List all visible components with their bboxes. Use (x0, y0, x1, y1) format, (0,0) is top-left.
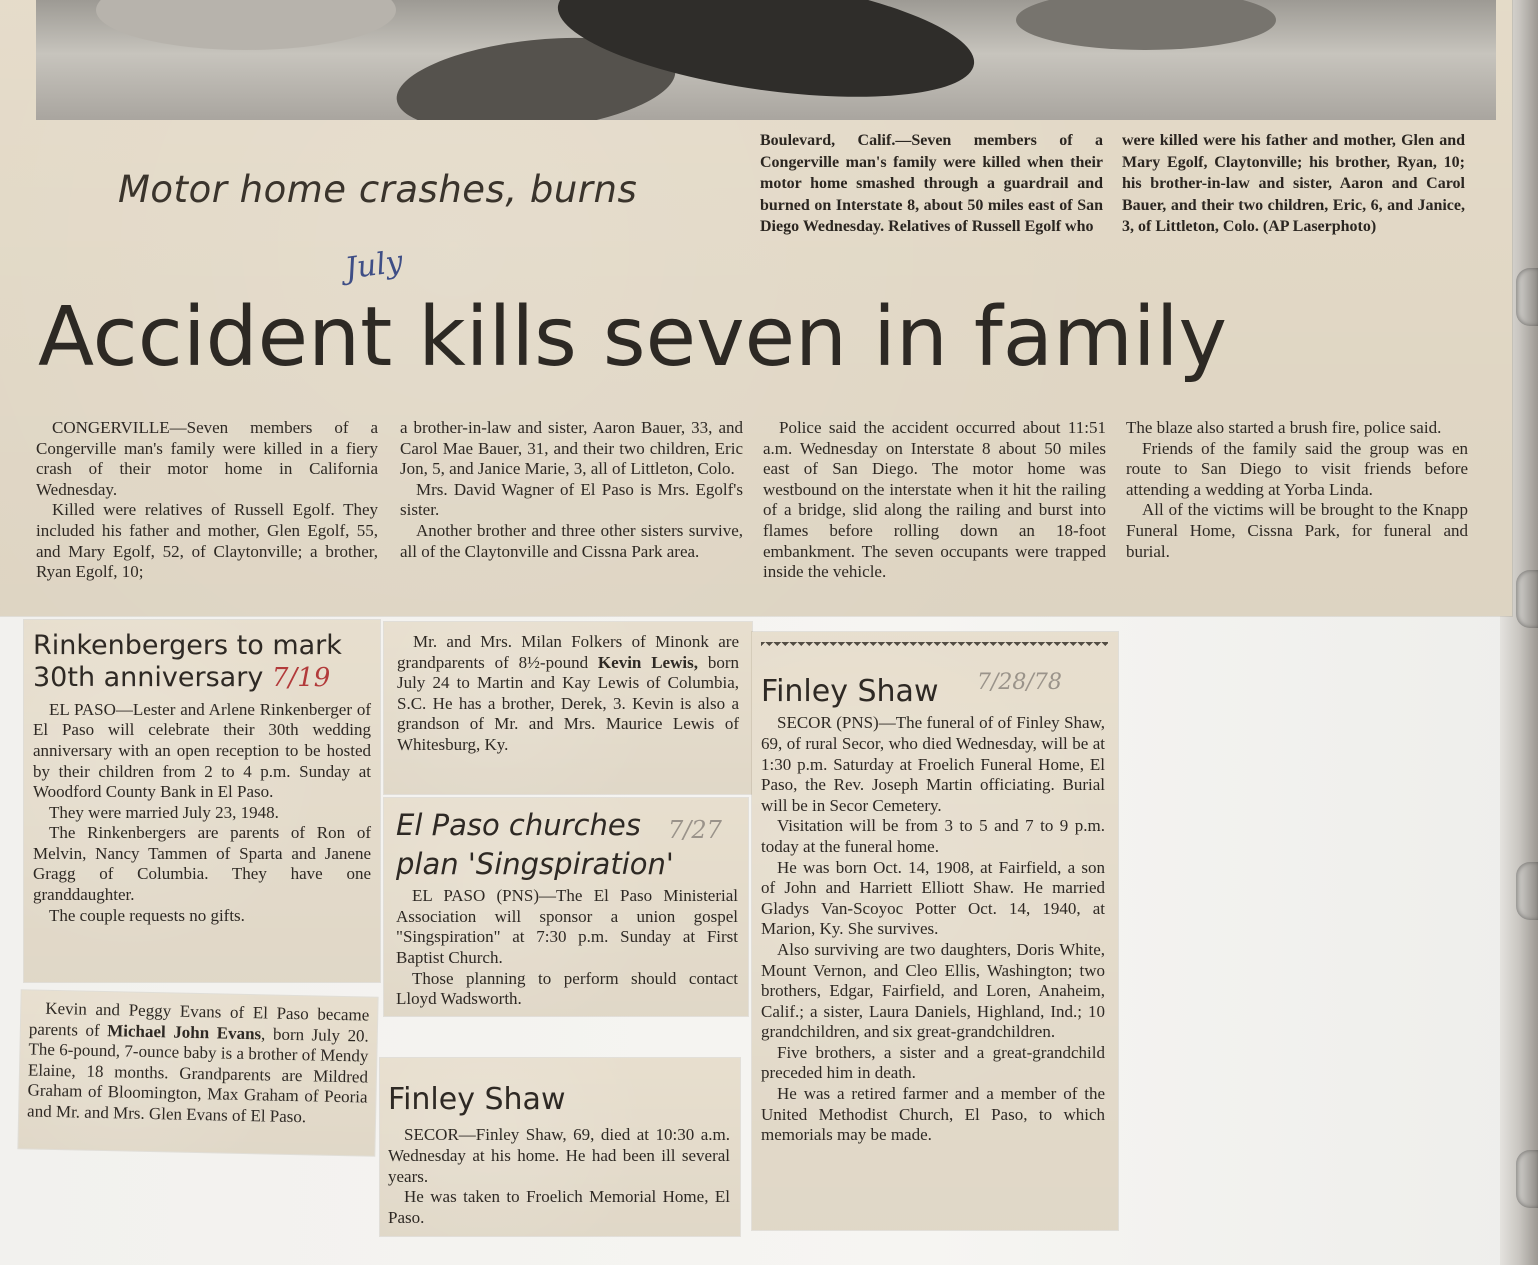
decorative-border (761, 642, 1108, 652)
anniversary-body (33, 700, 371, 927)
birth-announcement-evans (18, 990, 377, 1155)
baby-name: Michael John Evans (107, 1020, 262, 1043)
paragraph: He was taken to Froelich Memorial Home, El Paso. (388, 1187, 730, 1227)
obituary-body (761, 713, 1105, 1145)
handwritten-date: 7/19 (271, 662, 331, 693)
paragraph: He was born Oct. 14, 1908, at Fairfield, a son of John and Harriett Elliott Shaw. He married Gladys Van-Scoyoc Potter Oct. 14, 1940, at Marion, Ky. She survives. (761, 857, 1105, 939)
paragraph: He was a retired farmer and a member of the United Methodist Church, El Paso, to which memorials may be made. (761, 1084, 1105, 1145)
obituary-short-clipping (380, 1058, 740, 1236)
birth-intro: Kevin and Peggy Evans of El Paso became parents of (28, 998, 370, 1040)
paragraph: Another brother and three other sisters survive, all of the Claytonville and Cissna Park area. (400, 520, 743, 561)
anniversary-title: Rinkenbergers to mark 30th anniversary 7/19 (33, 630, 342, 693)
obituary-title: Finley Shaw (388, 1082, 566, 1117)
photo-caption-col1: Boulevard, Calif.—Seven members of a Congerville man's family were killed when their motor home smashed through a guardrail and burned on Interstate 8, about 50 miles east of San Diego Wednesday. Relatives of Russell Egolf who (760, 132, 1103, 235)
handwritten-date: 7/28/78 (977, 670, 1062, 695)
paragraph: Five brothers, a sister and a great-grandchild preceded him in death. (761, 1042, 1105, 1083)
paragraph: The blaze also started a brush fire, police said. (1126, 418, 1442, 437)
paragraph: The Rinkenbergers are parents of Ron of Melvin, Nancy Tammen of Sparta and Janene Gragg of Columbia. They have one granddaughter. (33, 823, 371, 905)
birth-intro: Mr. and Mrs. Milan Folkers of Minonk are grandparents of 8½-pound (397, 632, 739, 672)
paragraph: The couple requests no gifts. (49, 905, 245, 925)
paragraph: Friends of the family said the group was en route to San Diego to visit friends before attending a wedding at Yorba Linda. (1126, 438, 1468, 499)
binder-ring (1516, 268, 1538, 326)
main-article-clipping (0, 0, 1512, 616)
paragraph: SECOR—Finley Shaw, 69, died at 10:30 a.m. Wednesday at his home. He had been ill several years. (388, 1125, 730, 1186)
baby-name: Kevin Lewis, (597, 652, 698, 672)
churches-title: El Paso churches plan 'Singspiration' 7/27 (396, 808, 722, 882)
article-column-4 (1126, 418, 1468, 562)
paragraph: Also surviving are two daughters, Doris White, Mount Vernon, and Cleo Ellis, Washington; two brothers, Edgar, Fairfield, and Loren, Anaheim, Calif.; a sister, Laura Daniels, Highland, Ind.; 10 grandchildren, and six great-grandchildren. (761, 939, 1105, 1042)
article-column-2 (400, 418, 743, 562)
article-column-1 (36, 418, 378, 583)
paragraph: EL PASO (PNS)—The El Paso Ministerial Association will sponsor a union gospel "Singspiration" at 7:30 p.m. Sunday at First Baptist Church. (396, 886, 738, 968)
photo-caption-col2: were killed were his father and mother, Glen and Mary Egolf, Claytonville; his brother, Ryan, 10; his brother-in-law and sister, Aaron and Carol Bauer, and their two children, Eric, 6, and Janice, 3, of Littleton, Colo. (AP Laserphoto) (1122, 132, 1465, 235)
headline: Accident kills seven in family (38, 290, 1227, 385)
paragraph: SECOR (PNS)—The funeral of of Finley Shaw, 69, of rural Secor, who died Wednesday, will be at 1:30 p.m. Saturday at Froelich Funeral Home, El Paso, the Rev. Joseph Martin officiating. Burial will be in Secor Cemetery. (761, 713, 1105, 815)
handwritten-date: July (342, 244, 406, 287)
paragraph: EL PASO—Lester and Arlene Rinkenberger of El Paso will celebrate their 30th wedding anniversary with an open reception to be hosted by their children from 2 to 4 p.m. Sunday at Woodford County Bank in El Paso. (33, 699, 371, 802)
paragraph: They were married July 23, 1948. (49, 802, 279, 822)
birth-details: born July 24 to Martin and Kay Lewis of Columbia, S.C. He has a brother, Derek, 3. Kevin is also a grandson of Mr. and Mrs. Maurice Lewis of Whitesburg, Ky. (397, 652, 739, 754)
paragraph: All of the victims will be brought to the Knapp Funeral Home, Cissna Park, for funeral and burial. (1126, 500, 1468, 561)
churches-body (396, 886, 738, 1010)
paragraph: Mrs. David Wagner of El Paso is Mrs. Egolf's sister. (400, 479, 743, 520)
obituary-title: Finley Shaw (761, 674, 939, 709)
obituary-body (388, 1125, 730, 1228)
churches-clipping (384, 798, 748, 1016)
paragraph: Killed were relatives of Russell Egolf. They included his father and mother, Glen Egolf, 55, and Mary Egolf, 52, of Claytonville; a brother, Ryan Egolf, 10; (36, 500, 378, 582)
news-photo (36, 0, 1496, 120)
binder-ring (1516, 1150, 1538, 1208)
paragraph: Police said the accident occurred about 11:51 a.m. Wednesday on Interstate 8 about 50 miles east of San Diego. The motor home was westbound on the interstate when it hit the railing of a bridge, slid along the railing and burst into flames before rolling down an 18-foot embankment. The seven occupants were trapped inside the vehicle. (763, 418, 1106, 582)
paragraph: Visitation will be from 3 to 5 and 7 to 9 p.m. today at the funeral home. (761, 816, 1105, 856)
binder-ring (1516, 570, 1538, 628)
paragraph: CONGERVILLE—Seven members of a Congerville man's family were killed in a fiery crash of their motor home in California Wednesday. (36, 418, 378, 499)
handwritten-date: 7/27 (668, 816, 722, 844)
anniversary-clipping (24, 620, 380, 982)
obituary-long-clipping (752, 632, 1118, 1230)
paragraph: Those planning to perform should contact Lloyd Wadsworth. (396, 968, 738, 1009)
birth-announcement-lewis (384, 622, 752, 794)
photo-caption-title: Motor home crashes, burns (118, 168, 638, 211)
paragraph: a brother-in-law and sister, Aaron Bauer, 33, and Carol Mae Bauer, 31, and their two children, Eric Jon, 5, and Janice Marie, 3, all of Littleton, Colo. (400, 418, 743, 479)
birth-details: , born July 20. The 6-pound, 7-ounce baby is a brother of Mendy Elaine, 18 months. Grandparents are Mildred Graham of Bloomington, Max Graham of Peoria and Mr. and Mrs. Glen Evans of El Paso. (26, 1023, 370, 1127)
article-column-3 (763, 418, 1106, 583)
binder-ring (1516, 862, 1538, 920)
